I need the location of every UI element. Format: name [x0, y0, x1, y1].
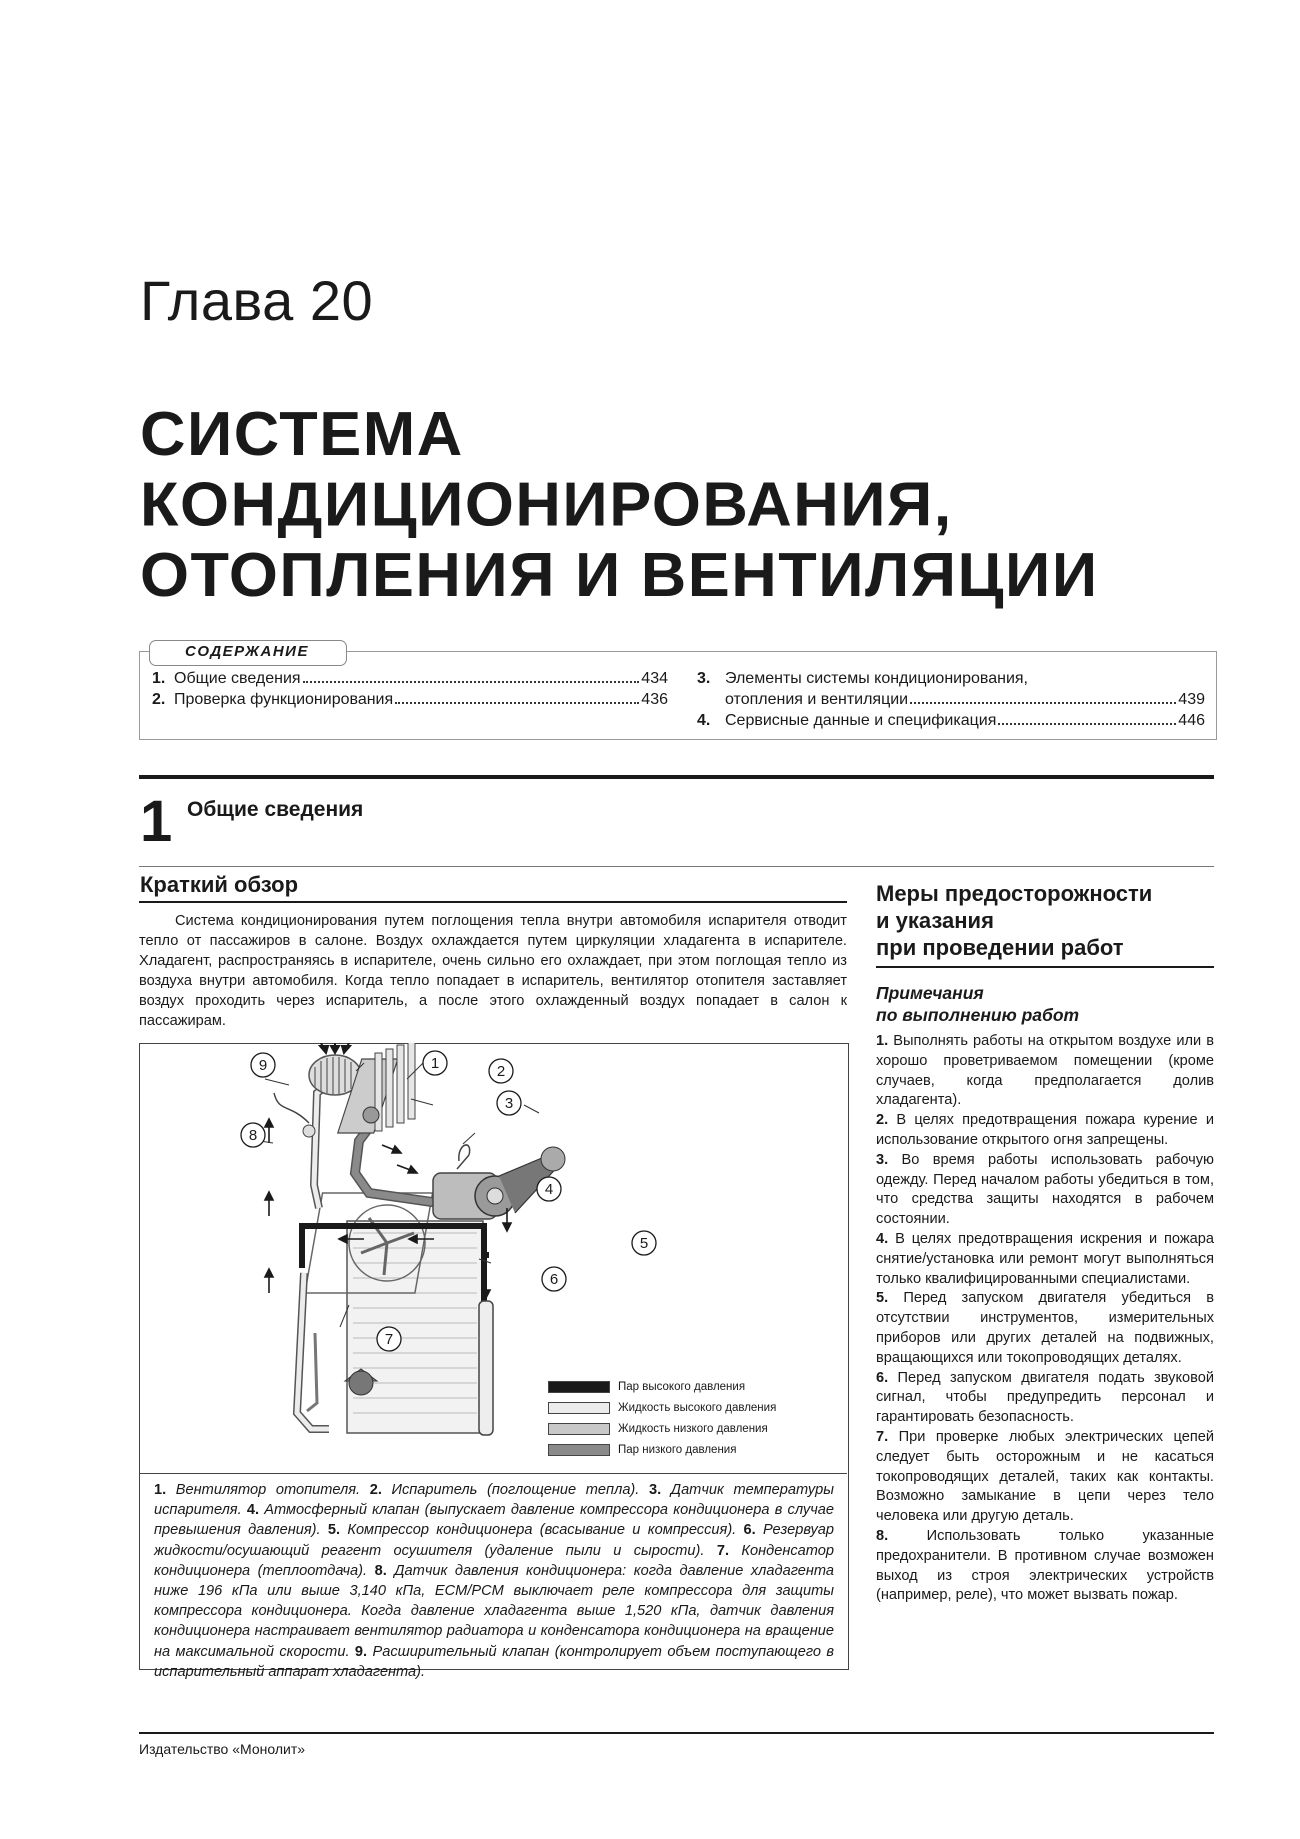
- toc-item-page: 446: [1178, 712, 1205, 729]
- toc-item-title: Элементы системы кондиционирования,: [725, 670, 1028, 687]
- note-number: 2.: [876, 1112, 889, 1129]
- note-text: Перед запуском двигателя убедиться в отсутствии инструментов, измерительных приборов или других деталей на подвижных, вращающихся или токопроводящих деталях.: [876, 1290, 1214, 1366]
- caption-text: Резервуар жидкости/осушающий реагент осушителя (удаление пыли и сырости).: [154, 1522, 835, 1559]
- legend-swatch: [548, 1402, 610, 1414]
- caption-number: 9.: [354, 1643, 368, 1660]
- legend-label: Пар низкого давления: [618, 1443, 737, 1456]
- overview-paragraph: Система кондиционирования путем поглощения тепла внутри автомобиля испарителя отводит тепло от пассажиров в салоне. Воздух охлаждается путем циркуляции хладагента в испарителе. Хладагент, распространяясь в испарителе, очень сильно его охлаждает, при этом поглощая тепло из воздуха внутри автомобиля. Когда тепло попадает в испаритель, вентилятор отопителя заставляет воздух проходить через испаритель, а после этого охлажденный воздух попадает в салон к пассажирам.: [139, 913, 847, 1029]
- overview-rule: [139, 901, 847, 903]
- toc-item-number: 3.: [697, 670, 711, 687]
- callout-label: 9: [258, 1057, 268, 1074]
- legend-label: Жидкость высокого давления: [618, 1401, 777, 1414]
- toc-item-continued[interactable]: [697, 689, 1205, 710]
- caption-number: 5.: [327, 1522, 341, 1539]
- note-number: 1.: [876, 1033, 889, 1049]
- toc-item[interactable]: [152, 668, 668, 689]
- figure-caption: [154, 1480, 834, 1682]
- note-text: Использовать только указанные предохранители. В противном случае возможен выход из строя электрических устройств (например, реле), что может вызвать пожар.: [876, 1527, 1214, 1604]
- legend-swatch: [548, 1423, 610, 1435]
- caption-number: 8.: [374, 1562, 387, 1579]
- section-number: 1: [140, 789, 173, 854]
- section-rule: [139, 775, 1214, 779]
- note-item: [876, 1369, 1214, 1428]
- toc-leader: [910, 702, 1176, 704]
- note-item: [876, 1032, 1214, 1111]
- footer-rule: [139, 1732, 1214, 1734]
- toc-item[interactable]: [152, 689, 668, 710]
- note-text: В целях предотвращения пожара курение и использование открытого огня запрещены.: [876, 1112, 1214, 1148]
- notes-list: [876, 1032, 1214, 1606]
- note-number: 7.: [876, 1428, 889, 1445]
- caption-text: Компрессор кондиционера (всасывание и компрессия).: [340, 1522, 744, 1539]
- section-title: Общие сведения: [187, 798, 364, 821]
- notes-heading-line: Примечания: [876, 983, 984, 1003]
- chapter-title: [140, 399, 1099, 611]
- callout-label: 6: [549, 1271, 559, 1288]
- precautions-heading-line: и указания: [876, 908, 994, 933]
- callout-label: 7: [384, 1331, 394, 1348]
- caption-text: Вентилятор отопителя.: [166, 1482, 370, 1498]
- caption-number: 3.: [648, 1482, 662, 1498]
- note-item: [876, 1289, 1214, 1368]
- note-text: Выполнять работы на открытом воздухе или в хорошо проветриваемом помещении (кроме случаев, когда предполагается долив хладагента).: [876, 1033, 1214, 1109]
- note-number: 6.: [876, 1369, 889, 1386]
- publisher: Издательство «Монолит»: [139, 1741, 306, 1757]
- toc-item-title: Проверка функционирования: [174, 691, 394, 708]
- note-item: [876, 1111, 1214, 1151]
- toc-item[interactable]: [697, 710, 1205, 731]
- note-number: 5.: [876, 1290, 889, 1307]
- note-text: Перед запуском двигателя подать звуковой сигнал, чтобы предупредить персонал и гарантировать безопасность.: [876, 1369, 1214, 1426]
- note-item: [876, 1151, 1214, 1230]
- caption-text: Датчик давления кондиционера: когда давление хладагента ниже 196 кПа или выше 3,140 кПа, ECM/PCM выключает реле компрессора для защиты компрессора кондиционера. Когда давление хладагента выше 1,520 кПа, датчик давления кондиционера настраивает вентилятор радиатора и конденсатора кондиционера на вращение на максимальной скорости.: [154, 1562, 834, 1660]
- callout-label: 2: [496, 1063, 506, 1080]
- callout-label: 3: [504, 1095, 514, 1112]
- precautions-rule: [876, 966, 1214, 968]
- caption-text: Испаритель (поглощение тепла).: [381, 1482, 649, 1498]
- precautions-heading-line: Меры предосторожности: [876, 881, 1153, 906]
- note-text: Во время работы использовать рабочую одежду. Перед началом работы убедиться в том, что средства защиты находятся в рабочем состоянии.: [876, 1151, 1214, 1228]
- toc-label: СОДЕРЖАНИЕ: [185, 643, 309, 660]
- toc-item[interactable]: [697, 668, 1205, 689]
- legend-label: Жидкость низкого давления: [618, 1422, 768, 1435]
- caption-number: 4.: [246, 1502, 260, 1519]
- note-text: В целях предотвращения искрения и пожара снятие/установка или ремонт могут выполняться только квалифицированными специалистами.: [876, 1230, 1214, 1287]
- overview-heading: Краткий обзор: [140, 872, 299, 897]
- legend-item: [548, 1376, 776, 1397]
- notes-heading-line: по выполнению работ: [876, 1005, 1080, 1025]
- toc-item-page: 436: [641, 691, 668, 708]
- caption-text: Конденсатор кондиционера (теплоотдача).: [154, 1542, 835, 1579]
- toc-leader: [998, 723, 1176, 725]
- precautions-heading: [876, 880, 1152, 961]
- caption-text: Атмосферный клапан (выпускает давление компрессора кондиционера в случае превышения давления).: [154, 1502, 834, 1539]
- figure-caption-separator: [139, 1473, 847, 1474]
- toc-item-title: Сервисные данные и спецификация: [725, 712, 997, 729]
- note-item: [876, 1527, 1214, 1606]
- legend-label: Пар высокого давления: [618, 1380, 746, 1393]
- caption-number: 2.: [369, 1482, 382, 1498]
- toc-item-page: 434: [641, 670, 668, 687]
- note-item: [876, 1230, 1214, 1289]
- chapter-title-line: ОТОПЛЕНИЯ И ВЕНТИЛЯЦИИ: [140, 541, 1099, 610]
- callout-label: 4: [544, 1181, 554, 1198]
- note-number: 3.: [876, 1151, 889, 1168]
- chapter-title-line: СИСТЕМА: [140, 400, 464, 469]
- caption-text: Расширительный клапан (контролирует объем поступающего в испарительный аппарат хладагента).: [154, 1643, 834, 1680]
- note-text: При проверке любых электрических цепей следует быть осторожным и не касаться токопроводящих деталей, таких как контакты. Возможно замыкание в цепи через тело человека или другую деталь.: [876, 1428, 1214, 1525]
- toc-leader: [303, 681, 640, 683]
- note-number: 8.: [876, 1527, 889, 1544]
- callout-label: 8: [248, 1127, 258, 1144]
- overview-text: [139, 911, 847, 1031]
- toc-item-number: 2.: [152, 691, 166, 708]
- caption-text: Датчик температуры испарителя.: [154, 1482, 835, 1519]
- section-divider: [139, 866, 1214, 867]
- caption-number: 6.: [743, 1522, 756, 1539]
- callout-label: 5: [639, 1235, 649, 1252]
- chapter-number: Глава 20: [140, 269, 374, 332]
- caption-number: 7.: [716, 1542, 730, 1559]
- note-item: [876, 1428, 1214, 1527]
- figure-legend: [548, 1376, 776, 1460]
- legend-item: [548, 1418, 776, 1439]
- legend-swatch: [548, 1444, 610, 1456]
- caption-number: 1.: [154, 1482, 167, 1498]
- toc-item-number: 4.: [697, 712, 711, 729]
- toc-item-title: отопления и вентиляции: [725, 691, 909, 708]
- toc-leader: [395, 702, 639, 704]
- toc-item-title: Общие сведения: [174, 670, 301, 687]
- note-number: 4.: [876, 1230, 889, 1247]
- legend-swatch: [548, 1381, 610, 1393]
- callout-label: 1: [430, 1055, 440, 1072]
- toc-item-number: 1.: [152, 670, 166, 687]
- precautions-heading-line: при проведении работ: [876, 935, 1124, 960]
- notes-heading: [876, 982, 1079, 1026]
- legend-item: [548, 1397, 776, 1418]
- toc-item-page: 439: [1178, 691, 1205, 708]
- chapter-title-line: КОНДИЦИОНИРОВАНИЯ,: [140, 470, 953, 540]
- legend-item: [548, 1439, 776, 1460]
